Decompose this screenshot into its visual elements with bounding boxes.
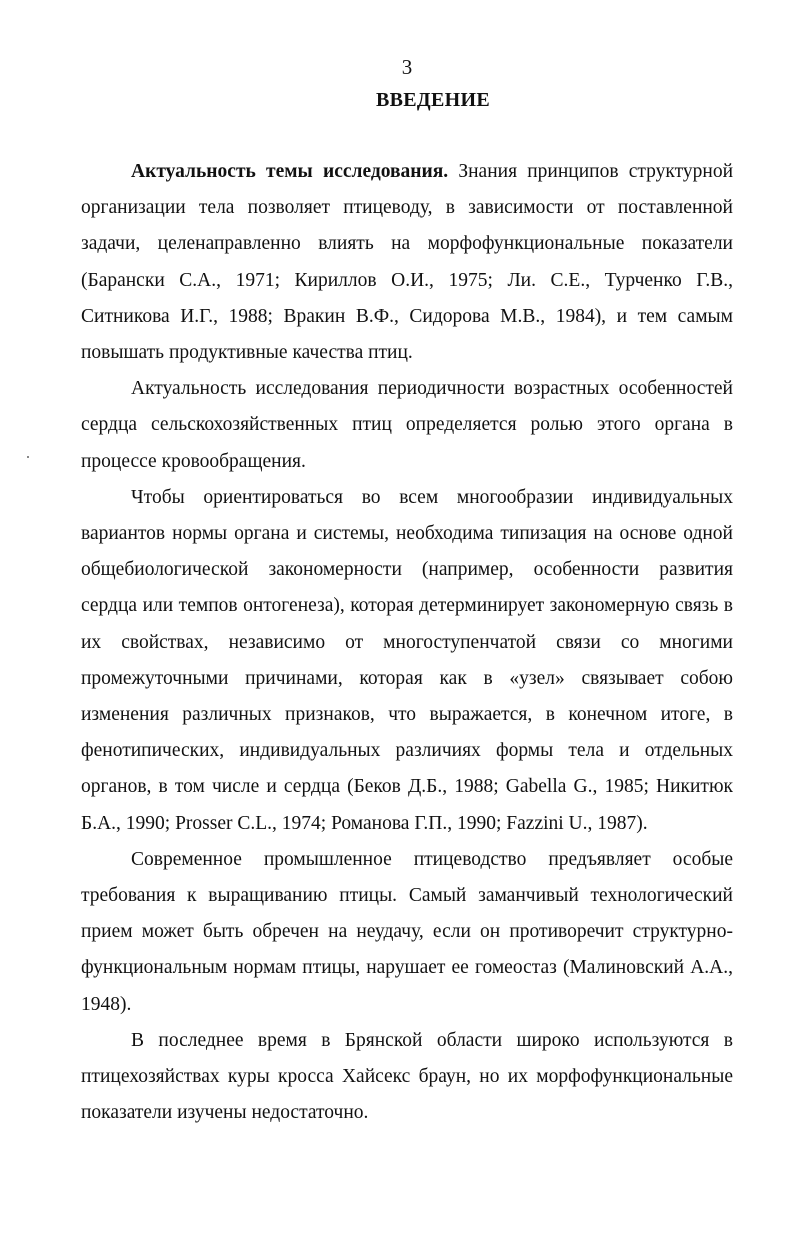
paragraph-heart-periodicity: Актуальность исследования периодичности возрастных особенностей сердца сельскохозяйственных птиц определяется ролью этого органа в процессе кровообращения. [81, 378, 733, 472]
page-number: 3 [401, 55, 413, 79]
paragraph-poultry-industry: Современное промышленное птицеводство предъявляет особые требования к выращиванию птицы. Самый заманчивый технологический прием может быть обречен на неудачу, если он противоречит структурно-функциональным нормам птицы, нарушает ее гомеостаз (Малиновский А.А., 1948). [81, 848, 733, 1015]
section-title: ВВЕДЕНИЕ [376, 89, 490, 111]
paragraph-bryansk-region: В последнее время в Брянской области широко используются в птицехозяйствах куры кросса Хайсекс браун, но их морфофункциональные показатели изучены недостаточно. [81, 1029, 733, 1124]
paragraph-typification: Чтобы ориентироваться во всем многообразии индивидуальных вариантов нормы органа и системы, необходима типизация на основе одной общебиологической закономерности (например, особенности развития сердца или темпов онтогенеза), которая детерминирует закономерную связь в их свойствах, независимо от многоступенчатой связи со многими промежуточными причинами, которая как в «узел» связывает собою изменения различных признаков, что выражается, в конечном итоге, в фенотипических, индивидуальных различиях формы тела и отдельных органов, в том числе и сердца (Беков Д.Б., 1988; Gabella G., 1985; Никитюк Б.А., 1990; Prosser C.L., 1974; Романова Г.П., 1990; Fazzini U., 1987). [81, 486, 733, 834]
paragraph-text: Знания принципов структурной организации тела позволяет птицеводу, в зависимости от поставленной задачи, целенаправленно влиять на морфофункциональные показатели (Барански С.А., 1971; Кириллов О.И., 1975; Ли. С.Е., Турченко Г.В., Ситникова И.Г., 1988; Вракин В.Ф., Сидорова М.В., 1984), и тем самым повышать продуктивные качества птиц. [81, 161, 734, 364]
paragraph-lead: Актуальность темы исследования. [131, 161, 449, 182]
body-text [81, 154, 733, 1131]
margin-mark [27, 456, 29, 458]
paragraph-relevance [81, 154, 733, 371]
